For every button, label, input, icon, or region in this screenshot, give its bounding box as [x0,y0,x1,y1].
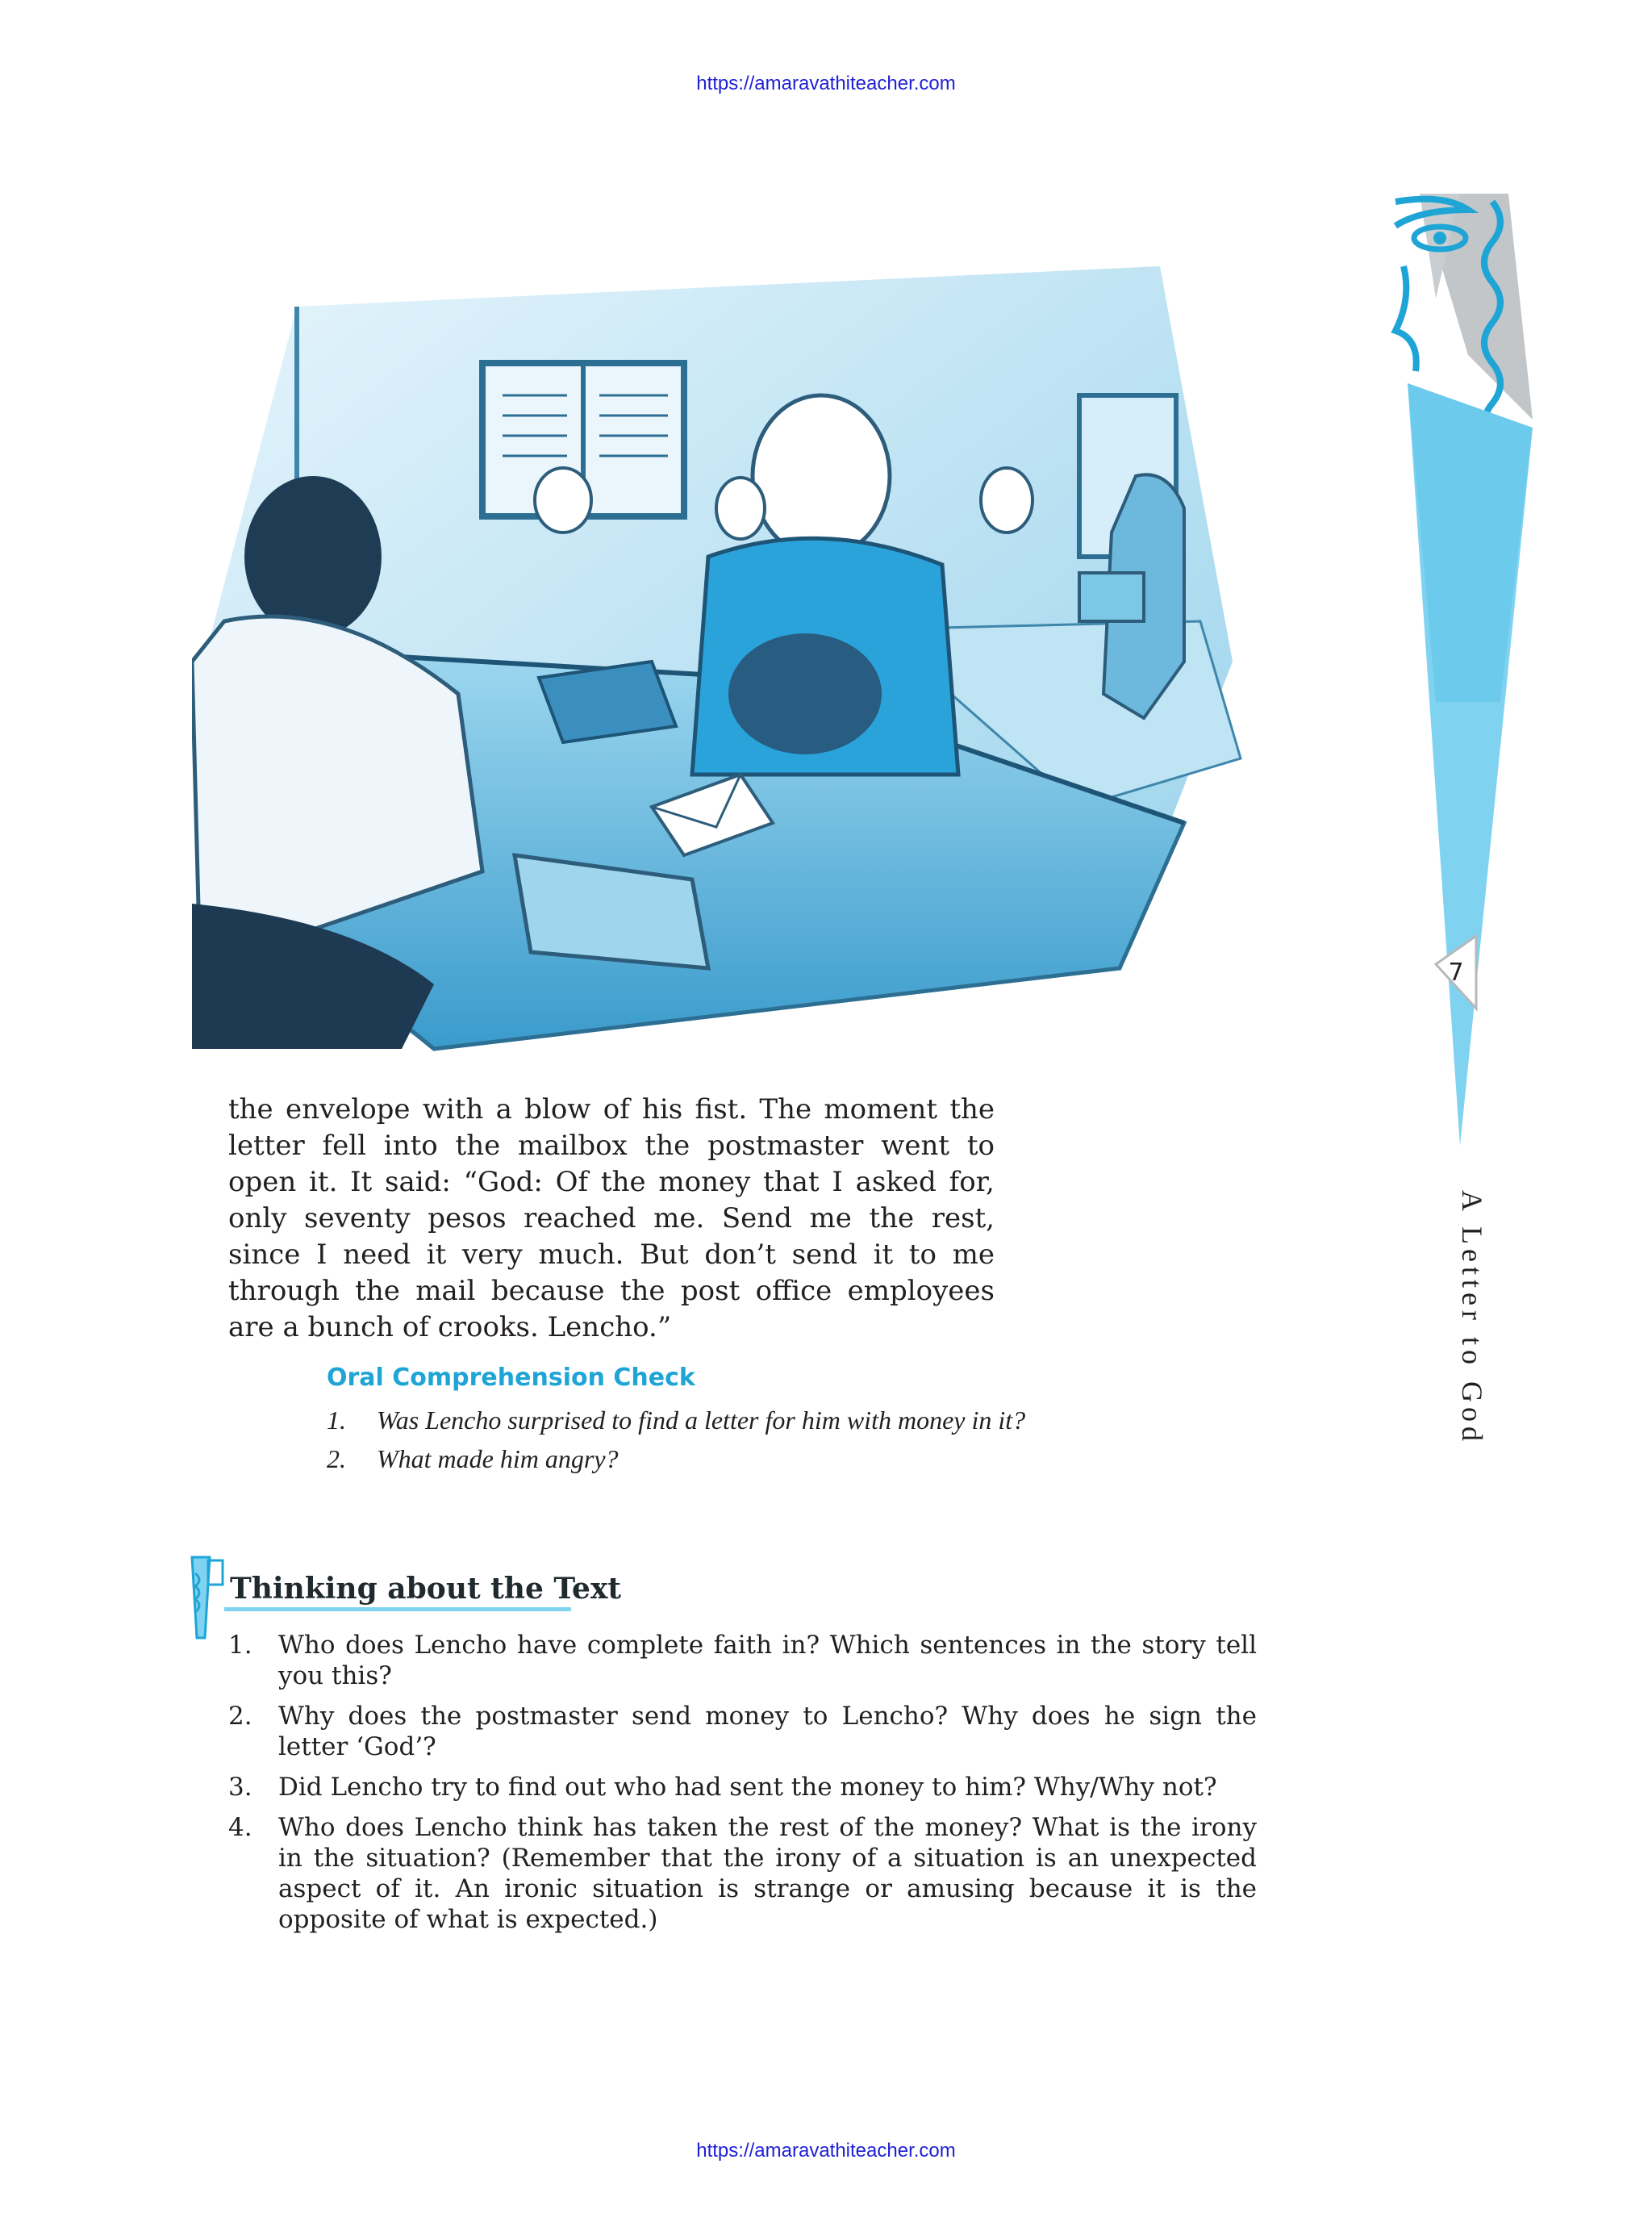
question-number: 1. [327,1406,346,1435]
question-number: 2. [228,1702,252,1731]
oral-check-list [327,1406,1214,1483]
question-number: 1. [228,1631,252,1660]
question-text: Why does the postmaster send money to Lencho? Why does he sign the letter ‘God’? [278,1702,1257,1761]
running-title [1444,1190,1492,1446]
pencil-decoration-icon [186,1549,227,1646]
section-title: Thinking about the Text [230,1572,622,1606]
question-number: 2. [327,1444,346,1473]
oral-check-title: Oral Comprehension Check [327,1364,695,1392]
running-title-text: A Letter to God [1456,1190,1488,1446]
question-text: Was Lencho surprised to find a letter for him with money in it? [377,1406,1026,1435]
list-item [327,1406,1214,1444]
title-underline [224,1606,571,1612]
question-text: Did Lencho try to find out who had sent the money to him? Why/Why not? [278,1773,1217,1802]
header-url-link[interactable]: https://amaravathiteacher.com [696,73,956,94]
question-number: 4. [228,1813,252,1842]
footer-url-link[interactable]: https://amaravathiteacher.com [696,2140,956,2162]
story-passage: the envelope with a blow of his fist. The moment the letter fell into the mailbox the postmaster went to open it. It said: “God: Of the money that I asked for, only seventy pesos reached me. Send me the rest, since I need it very much. But don’t send it to me through the mail because the post office employees are a bunch of crooks. Lencho.” [228,1093,995,1343]
list-item [228,1812,1257,1935]
question-text: Who does Lencho think has taken the rest of the money? What is the irony in the situation? (Remember that the irony of a situation is an unexpected aspect of it. An ironic situation is strange or amusing because it is the opposite of what is expected.) [278,1813,1257,1934]
list-item [228,1772,1257,1802]
post-office-illustration [192,242,1265,1057]
question-number: 3. [228,1773,252,1802]
list-item [327,1444,1214,1483]
question-text: Who does Lencho have complete faith in? Which sentences in the story tell you this? [278,1631,1257,1690]
thinking-question-list [228,1630,1257,1944]
page-number: 7 [1448,959,1464,987]
list-item [228,1701,1257,1762]
side-decoration [1371,178,1549,1170]
list-item [228,1630,1257,1691]
question-text: What made him angry? [377,1444,619,1473]
